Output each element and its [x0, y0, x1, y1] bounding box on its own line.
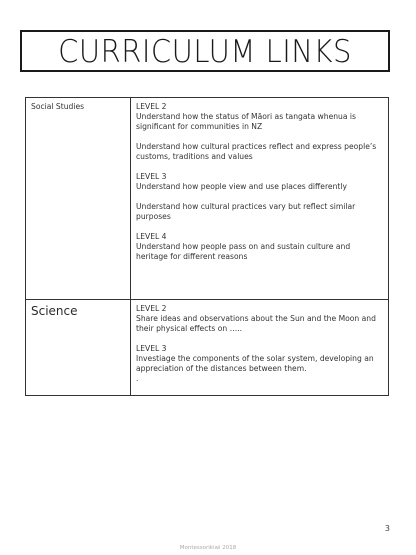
- subject-cell: [26, 98, 131, 300]
- outcome-text: Understand how cultural practices vary but reflect similar purposes: [136, 202, 356, 221]
- level-heading: LEVEL 4: [136, 232, 167, 241]
- page-title: CURRICULUM LINKS: [58, 32, 352, 70]
- subject-cell: [26, 300, 131, 396]
- level-block: [136, 344, 384, 384]
- level-heading: LEVEL 3: [136, 344, 167, 353]
- level-block: [136, 102, 384, 132]
- table-row: [26, 98, 389, 300]
- footer-credit: Montessorikiwi 2018: [179, 545, 237, 551]
- outcome-text: Investiage the components of the solar system, developing an appreciation of the distances between them.: [136, 354, 374, 373]
- outcome-text: Understand how the status of Māori as tangata whenua is significant for communities in NZ: [136, 112, 356, 131]
- level-block: [136, 202, 384, 222]
- outcome-text: Understand how people pass on and sustain culture and heritage for different reasons: [136, 242, 351, 261]
- level-block: [136, 142, 384, 162]
- level-heading: LEVEL 2: [136, 304, 167, 313]
- content-cell: [131, 98, 389, 300]
- level-heading: LEVEL 3: [136, 172, 167, 181]
- outcome-text: Understand how people view and use places differently: [136, 182, 347, 191]
- outcome-text: Share ideas and observations about the Sun and the Moon and their physical effects on …..: [136, 314, 376, 333]
- subject-label: Social Studies: [31, 102, 85, 111]
- level-heading: LEVEL 2: [136, 102, 167, 111]
- title-box: [20, 30, 390, 72]
- curriculum-table: [25, 97, 389, 396]
- level-block: [136, 232, 384, 262]
- trailing-mark: .: [136, 374, 139, 383]
- outcome-text: Understand how cultural practices reflect and express people’s customs, traditions and values: [136, 142, 377, 161]
- table-row: [26, 300, 389, 396]
- page-number: 3: [384, 524, 390, 533]
- level-block: [136, 172, 384, 192]
- content-cell: [131, 300, 389, 396]
- level-block: [136, 304, 384, 334]
- subject-label: Science: [31, 304, 78, 318]
